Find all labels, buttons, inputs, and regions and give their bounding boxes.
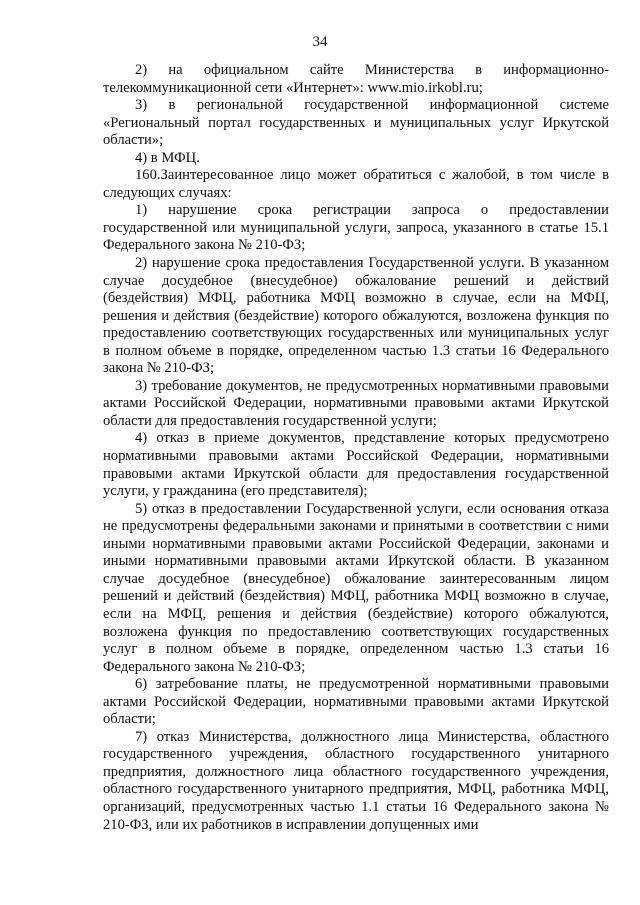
paragraph-item-4-mfc: 4) в МФЦ. xyxy=(135,149,200,166)
paragraph-case-4: 4) отказ в приеме документов, представление которых предусмотрено нормативными правовыми актами Российской Федерации, нормативными правовыми актами Иркутской области для предоставления государственной услуги, у гражданина (его представителя); xyxy=(103,430,609,500)
document-body xyxy=(103,62,609,834)
paragraph-case-1: 1) нарушение срока регистрации запроса о предоставлении государственной или муниципальной услуги, запроса, указанного в статье 15.1 Федерального закона № 210-ФЗ; xyxy=(103,202,609,254)
paragraph-case-3: 3) требование документов, не предусмотренных нормативными правовыми актами Российской Федерации, нормативными правовыми актами Иркутской области для предоставления государственной услуги; xyxy=(103,377,609,429)
paragraph-item-3-regional-portal: 3) в региональной государственной информационной системе «Региональный портал государственных и муниципальных услуг Иркутской области»; xyxy=(103,97,609,149)
paragraph-item-2-website: 2) на официальном сайте Министерства в информационно-телекоммуникационной сети «Интернет»: www.mio.irkobl.ru; xyxy=(103,62,609,96)
page-number: 34 xyxy=(312,34,328,50)
paragraph-case-7: 7) отказ Министерства, должностного лица Министерства, областного государственного учреждения, областного государственного унитарного предприятия, должностного лица областного государственного учреждения, областного государственного унитарного предприятия, МФЦ, работника МФЦ, организаций, предусмотренных частью 1.1 статьи 16 Федерального закона № 210-ФЗ, или их работников в исправлении допущенных ими xyxy=(103,728,609,833)
paragraph-160-complaint-cases: 160.Заинтересованное лицо может обратиться с жалобой, в том числе в следующих случаях: xyxy=(103,167,609,201)
paragraph-case-5: 5) отказ в предоставлении Государственной услуги, если основания отказа не предусмотрены федеральными законами и принятыми в соответствии с ними иными нормативными правовыми актами Российской Федерации, законами и иными нормативными правовыми актами Иркутской области. В указанном случае досудебное (внесудебное) обжалование заинтересованным лицом решений и действий (бездействия) МФЦ, работника МФЦ возможно в случае, если на МФЦ, решения и действия (бездействие) которого обжалуются, возложена функция по предоставлению соответствующих государственных услуг в полном объеме в порядке, определенном частью 1.3 статьи 16 Федерального закона № 210-ФЗ; xyxy=(103,500,609,675)
paragraph-case-6: 6) затребование платы, не предусмотренной нормативными правовыми актами Российской Федерации, нормативными правовыми актами Иркутской области; xyxy=(103,676,609,728)
paragraph-case-2: 2) нарушение срока предоставления Государственной услуги. В указанном случае досудебное (внесудебное) обжалование решений и действий (бездействия) МФЦ, работника МФЦ возможно в случае, если на МФЦ, решения и действия (бездействие) которого обжалуются, возложена функция по предоставлению соответствующих государственных или муниципальных услуг в полном объеме в порядке, определенном частью 1.3 статьи 16 Федерального закона № 210-ФЗ; xyxy=(103,255,609,377)
